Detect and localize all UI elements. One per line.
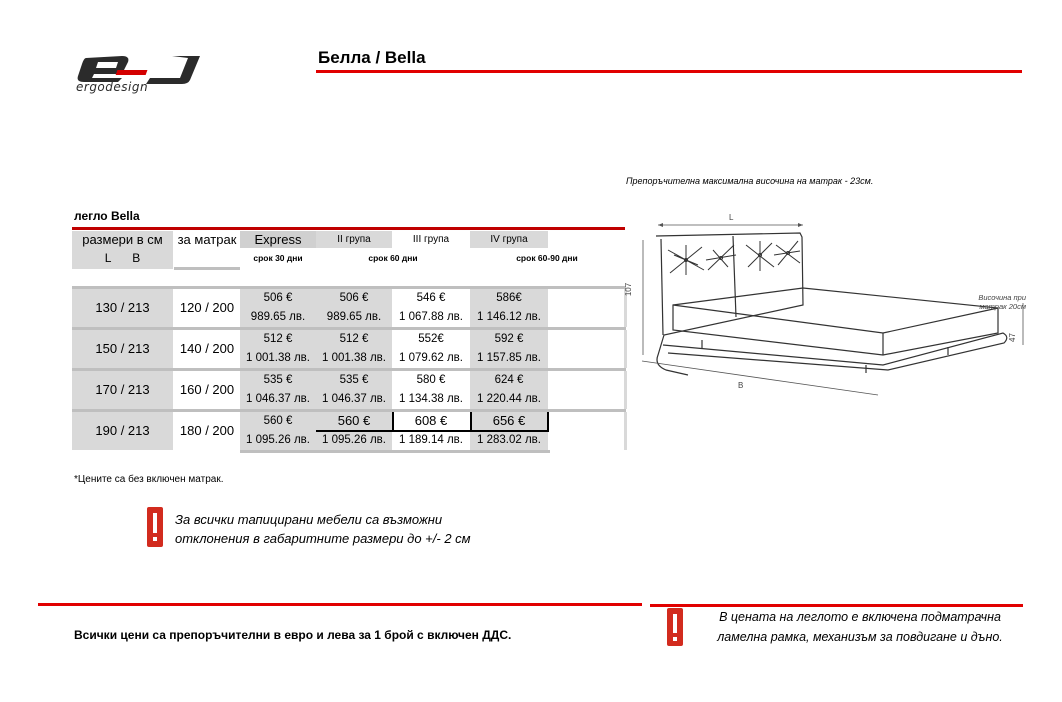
term-60-90-days: срок 60-90 дни bbox=[516, 253, 578, 263]
header-mattress-underline bbox=[174, 267, 240, 270]
price-bgn: 1 046.37 лв. bbox=[322, 393, 386, 405]
price-eur: 506 € bbox=[263, 292, 293, 304]
cell-group-4 bbox=[470, 371, 548, 409]
header-group-2: II група bbox=[316, 231, 392, 248]
price-bgn: 1 134.38 лв. bbox=[399, 393, 463, 405]
exclamation-icon bbox=[667, 608, 683, 646]
price-bgn: 1 157.85 лв. bbox=[477, 352, 541, 364]
price-bgn: 1 189.14 лв. bbox=[399, 434, 463, 446]
price-eur: 512 € bbox=[263, 333, 293, 345]
price-bgn: 1 001.38 лв. bbox=[322, 352, 386, 364]
note-line-2: матрак 20см bbox=[979, 302, 1026, 311]
table-title: легло Bella bbox=[74, 209, 140, 223]
tolerance-warning bbox=[175, 510, 471, 548]
table-title-divider bbox=[72, 227, 625, 230]
cell-mattress: 120 / 200 bbox=[174, 289, 240, 327]
price-eur: 506 € bbox=[339, 292, 369, 304]
label-height: 107 bbox=[624, 282, 634, 297]
price-eur: 592 € bbox=[494, 333, 524, 345]
included-line-1: В цената на леглото е включена подматрачна bbox=[719, 610, 1001, 624]
price-bgn: 1 095.26 лв. bbox=[246, 434, 310, 446]
label-mattress-height-note bbox=[966, 293, 1026, 311]
exclamation-icon bbox=[147, 507, 163, 547]
header-size: размери в см bbox=[72, 231, 173, 248]
mattress-height-note: Препоръчителна максимална височина на матрак - 23см. bbox=[626, 176, 874, 186]
cell-group-3 bbox=[392, 371, 470, 409]
cell-express bbox=[240, 330, 316, 368]
price-eur: 512 € bbox=[339, 333, 369, 345]
cell-group-2 bbox=[316, 289, 392, 327]
label-length: L bbox=[729, 213, 734, 222]
cell-size: 190 / 213 bbox=[72, 412, 173, 450]
cell-group-2 bbox=[316, 371, 392, 409]
mattress-outline bbox=[673, 288, 998, 355]
header-group-3: III група bbox=[412, 234, 450, 245]
title-divider bbox=[316, 70, 1022, 73]
price-eur: 546 € bbox=[416, 292, 446, 304]
price-eur: 624 € bbox=[494, 374, 524, 386]
label-bed-height: 47 bbox=[1007, 333, 1017, 342]
price-bgn: 1 095.26 лв. bbox=[322, 434, 386, 446]
price-eur: 608 € bbox=[414, 413, 448, 428]
prices-note: Всички цени са препоръчителни в евро и лева за 1 брой с включен ДДС. bbox=[74, 628, 512, 642]
cell-group-2 bbox=[316, 330, 392, 368]
base-frame bbox=[663, 333, 1007, 370]
term-express: срок 30 дни bbox=[253, 253, 303, 263]
cell-size: 150 / 213 bbox=[72, 330, 173, 368]
label-width: B bbox=[738, 381, 744, 390]
price-eur: 560 € bbox=[337, 413, 371, 428]
cell-mattress: 160 / 200 bbox=[174, 371, 240, 409]
header-size-sub: L B bbox=[72, 248, 173, 269]
table-bottom-border bbox=[240, 450, 550, 453]
bed-technical-drawing bbox=[624, 205, 1028, 415]
cell-group-3 bbox=[392, 330, 470, 368]
table-row bbox=[72, 286, 626, 327]
cell-group-4 bbox=[470, 289, 548, 327]
price-eur: 552€ bbox=[418, 333, 444, 345]
ergodesign-logo bbox=[72, 52, 204, 96]
table-row bbox=[72, 409, 626, 450]
header-express: Express bbox=[240, 231, 316, 248]
cell-express bbox=[240, 371, 316, 409]
cell-mattress: 180 / 200 bbox=[174, 412, 240, 450]
price-eur: 580 € bbox=[416, 374, 446, 386]
price-eur: 656 € bbox=[492, 413, 526, 428]
page-title: Белла / Bella bbox=[318, 48, 426, 67]
cell-empty bbox=[549, 330, 627, 368]
header-group-4: IV група bbox=[470, 231, 548, 248]
cell-group-3 bbox=[392, 289, 470, 327]
cell-group-4 bbox=[470, 330, 548, 368]
bold-border-right bbox=[547, 412, 549, 432]
cell-mattress: 140 / 200 bbox=[174, 330, 240, 368]
footer-divider-left bbox=[38, 603, 642, 606]
price-eur: 535 € bbox=[339, 374, 369, 386]
table-row bbox=[72, 327, 626, 368]
price-bgn: 1 001.38 лв. bbox=[246, 352, 310, 364]
cell-size: 130 / 213 bbox=[72, 289, 173, 327]
cell-size: 170 / 213 bbox=[72, 371, 173, 409]
cell-empty bbox=[549, 371, 627, 409]
term-60-days: срок 60 дни bbox=[368, 253, 418, 263]
header-mattress: за матрак bbox=[177, 232, 237, 247]
price-bgn: 1 220.44 лв. bbox=[477, 393, 541, 405]
price-bgn: 1 283.02 лв. bbox=[477, 434, 541, 446]
table-row bbox=[72, 368, 626, 409]
included-line-2: ламелна рамка, механизъм за повдигане и дъно. bbox=[717, 630, 1003, 644]
tolerance-line-2: отклонения в габаритните размери до +/- 2 см bbox=[175, 531, 471, 546]
price-bgn: 989.65 лв. bbox=[326, 311, 382, 323]
cell-express bbox=[240, 289, 316, 327]
cell-empty bbox=[549, 289, 627, 327]
logo-text: ergodesign bbox=[76, 80, 149, 94]
note-line-1: Височина при bbox=[978, 293, 1026, 302]
price-bgn: 1 146.12 лв. bbox=[477, 311, 541, 323]
price-eur: 560 € bbox=[263, 415, 293, 427]
included-items-note bbox=[700, 607, 1020, 647]
bold-border-mid bbox=[470, 412, 472, 432]
footnote: *Цените са без включен матрак. bbox=[74, 474, 224, 485]
price-eur: 586€ bbox=[496, 292, 522, 304]
bold-border-left bbox=[392, 412, 394, 432]
price-bgn: 989.65 лв. bbox=[250, 311, 306, 323]
price-eur: 535 € bbox=[263, 374, 293, 386]
cell-empty bbox=[549, 412, 627, 450]
tolerance-line-1: За всички тапицирани мебели са възможни bbox=[175, 512, 443, 527]
bold-border-bottom bbox=[316, 430, 549, 432]
price-bgn: 1 046.37 лв. bbox=[246, 393, 310, 405]
cell-express bbox=[240, 412, 316, 450]
price-bgn: 1 079.62 лв. bbox=[399, 352, 463, 364]
price-bgn: 1 067.88 лв. bbox=[399, 311, 463, 323]
